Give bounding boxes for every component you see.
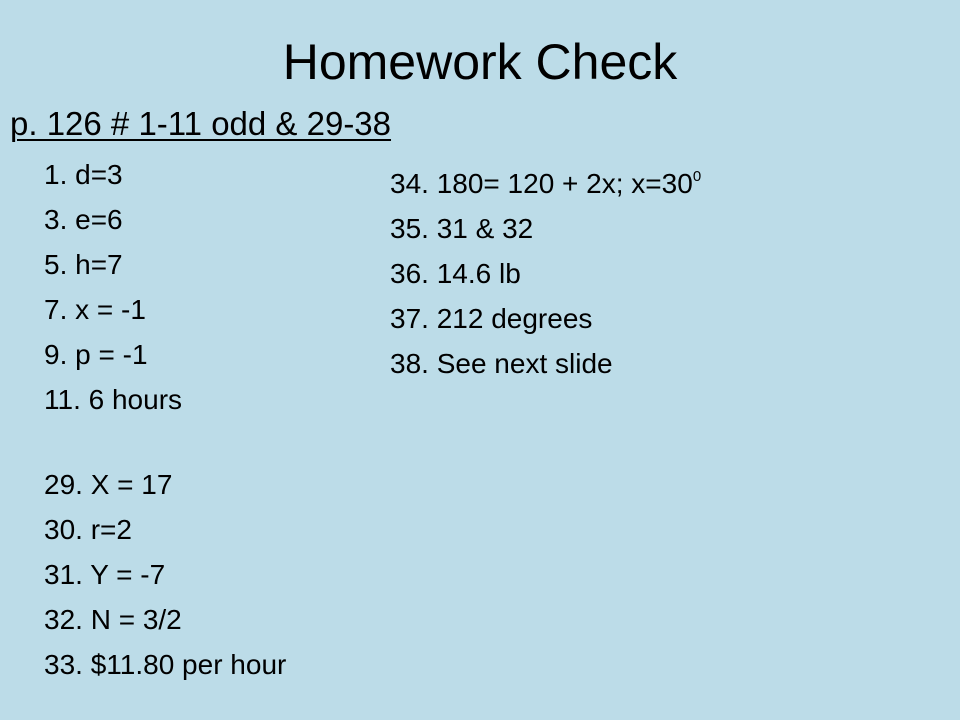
answer-item: 9. p = -1	[44, 339, 148, 370]
answers-34-38-list	[390, 161, 701, 386]
answer-item: 38. See next slide	[390, 348, 613, 379]
answer-34-superscript: 0	[692, 168, 702, 185]
answer-item-34	[390, 161, 701, 206]
answer-item: 29. X = 17	[44, 469, 173, 500]
answer-item: 31. Y = -7	[44, 559, 166, 590]
answer-item: 30. r=2	[44, 514, 132, 545]
answer-item: 11. 6 hours	[44, 384, 183, 415]
answer-item: 3. e=6	[44, 204, 123, 235]
slide-subtitle: p. 126 # 1-11 odd & 29-38	[10, 105, 392, 142]
answers-odd-list	[44, 152, 182, 422]
answer-item: 32. N = 3/2	[44, 604, 182, 635]
answer-item: 33. $11.80 per hour	[44, 649, 287, 680]
answer-item: 7. x = -1	[44, 294, 146, 325]
answer-34-text: 34. 180= 120 + 2x; x=30	[390, 168, 693, 199]
answer-item: 37. 212 degrees	[390, 303, 593, 334]
answers-29-33-list	[44, 462, 286, 687]
slide-title: Homework Check	[282, 34, 678, 90]
answer-item: 1. d=3	[44, 159, 123, 190]
answer-item: 5. h=7	[44, 249, 123, 280]
answer-item: 36. 14.6 lb	[390, 258, 521, 289]
answer-item: 35. 31 & 32	[390, 213, 534, 244]
